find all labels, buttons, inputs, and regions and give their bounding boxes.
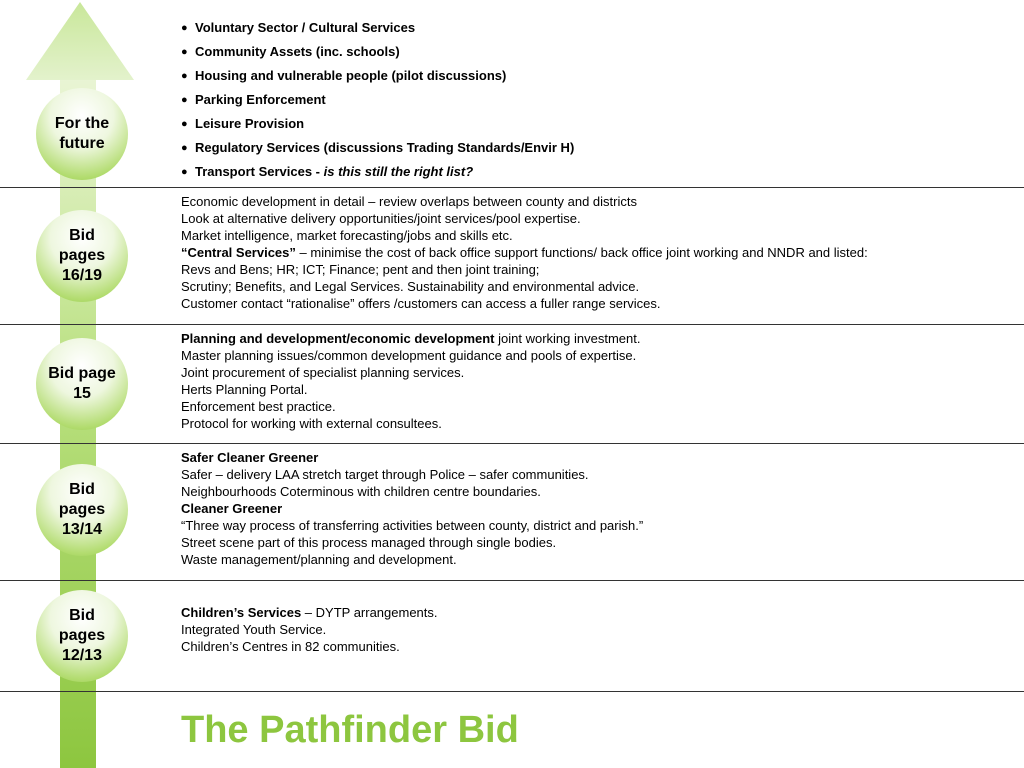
stage-label: For the future (54, 115, 110, 152)
stage-label: Bid page 15 (48, 365, 116, 402)
text-line: Children’s Centres in 82 communities. (181, 639, 400, 654)
text-line: Economic development in detail – review overlaps between county and districts (181, 194, 637, 209)
text-line: Customer contact “rationalise” offers /customers can access a fuller range services. (181, 296, 661, 311)
text-line: Enforcement best practice. (181, 399, 336, 414)
text-line: Safer – delivery LAA stretch target through Police – safer communities. (181, 467, 589, 482)
bid-12-13-section (181, 604, 438, 655)
text-line: Scrutiny; Benefits, and Legal Services. Sustainability and environmental advice. (181, 279, 640, 294)
list-item: ● Voluntary Sector / Cultural Services (181, 19, 574, 43)
list-item: ● Parking Enforcement (181, 91, 574, 115)
text-line: Protocol for working with external consultees. (181, 416, 442, 431)
stage-circle-future (36, 88, 128, 180)
section-divider (0, 324, 1024, 325)
text-line: “Central Services” – minimise the cost of back office support functions/ back office joint working and NNDR and listed: (181, 245, 868, 260)
section-heading: Safer Cleaner Greener (181, 450, 319, 465)
bid-13-14-section (181, 449, 643, 568)
bid-16-19-section (181, 193, 868, 312)
stage-label: Bid pages 13/14 (58, 481, 106, 538)
text-line: Waste management/planning and development. (181, 552, 457, 567)
text-line: Planning and development/economic development joint working investment. (181, 331, 641, 346)
text-line: Market intelligence, market forecasting/jobs and skills etc. (181, 228, 513, 243)
stage-circle-bid-13-14 (36, 464, 128, 556)
list-item-note: is this still the right list? (323, 164, 474, 179)
list-item: ● Leisure Provision (181, 115, 574, 139)
section-heading: Cleaner Greener (181, 501, 283, 516)
stage-circle-bid-15 (36, 338, 128, 430)
stage-circle-bid-16-19 (36, 210, 128, 302)
section-divider (0, 443, 1024, 444)
stage-label: Bid pages 12/13 (58, 607, 106, 664)
text-line: “Three way process of transferring activities between county, district and parish.” (181, 518, 644, 533)
stage-circle-bid-12-13 (36, 590, 128, 682)
text-line: Street scene part of this process managed through single bodies. (181, 535, 557, 550)
future-list (181, 19, 574, 187)
text-line: Revs and Bens; HR; ICT; Finance; pent and then joint training; (181, 262, 540, 277)
section-divider (0, 187, 1024, 188)
section-divider (0, 580, 1024, 581)
list-item: ● Housing and vulnerable people (pilot discussions) (181, 67, 574, 91)
text-line: Children’s Services – DYTP arrangements. (181, 605, 438, 620)
arrow-up-icon (26, 2, 134, 82)
bid-15-section (181, 330, 640, 432)
text-line: Look at alternative delivery opportunities/joint services/pool expertise. (181, 211, 581, 226)
page-title: The Pathfinder Bid (181, 709, 519, 751)
stage-label: Bid pages 16/19 (58, 227, 106, 284)
text-line: Integrated Youth Service. (181, 622, 327, 637)
text-line: Herts Planning Portal. (181, 382, 308, 397)
section-divider (0, 691, 1024, 692)
text-line: Neighbourhoods Coterminous with children centre boundaries. (181, 484, 541, 499)
list-item: ● Transport Services - is this still the right list? (181, 163, 574, 187)
text-line: Master planning issues/common development guidance and pools of expertise. (181, 348, 637, 363)
text-line: Joint procurement of specialist planning services. (181, 365, 465, 380)
list-item: ● Community Assets (inc. schools) (181, 43, 574, 67)
list-item: ● Regulatory Services (discussions Trading Standards/Envir H) (181, 139, 574, 163)
future-section (181, 19, 574, 187)
